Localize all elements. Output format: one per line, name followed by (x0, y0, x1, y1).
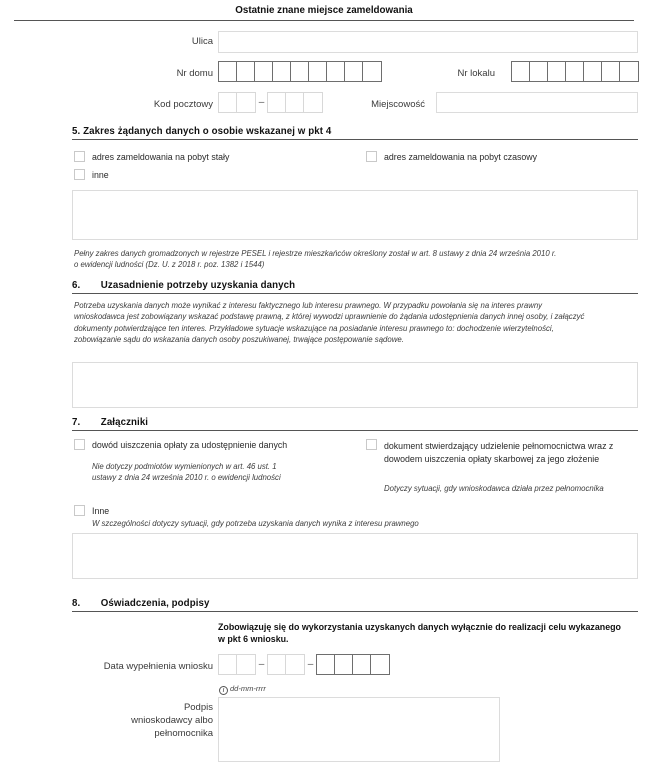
checkbox-row-payment-proof[interactable] (74, 439, 364, 451)
date-comb-group[interactable] (218, 654, 390, 675)
checkbox-row-other-attachment[interactable] (74, 505, 634, 517)
house-number-comb[interactable] (218, 61, 382, 82)
signature-field[interactable] (218, 697, 500, 762)
house-number-cell[interactable] (309, 62, 327, 81)
city-label: Miejscowość (371, 99, 425, 110)
checkbox-other-scope-label: inne (92, 170, 109, 180)
section-8-number: 8. (72, 598, 81, 609)
checkbox-temporary-address[interactable] (366, 151, 377, 162)
section-7-heading (72, 417, 638, 431)
house-number-cell[interactable] (219, 62, 237, 81)
section-6-heading (72, 280, 638, 294)
checkbox-temporary-address-label: adres zameldowania na pobyt czasowy (384, 152, 538, 162)
checkbox-permanent-address-label: adres zameldowania na pobyt stały (92, 152, 230, 162)
postal-code-cell[interactable] (237, 93, 255, 112)
section-5-heading (72, 126, 638, 140)
checkbox-other-scope[interactable] (74, 169, 85, 180)
section-8-title: Oświadczenia, podpisy (100, 598, 210, 609)
section-6-textarea[interactable] (72, 362, 638, 408)
date-year-comb[interactable] (316, 654, 390, 675)
title-divider (14, 20, 634, 21)
date-year-cell[interactable] (353, 655, 371, 674)
postal-code-cell[interactable] (219, 93, 237, 112)
date-format-hint-text: dd-mm-rrrr (230, 684, 266, 693)
section-6-description-line-3: dokumenty potwierdzające ten interes. Przykładowe sytuacje wskazujące na posiadanie interesu prawnego to: dochodzenie wierzytelności, (74, 323, 554, 333)
date-day-cell[interactable] (219, 655, 237, 674)
section-8-statement-line-1: Zobowiązuję się do wykorzystania uzyskanych danych wyłącznie do realizacji celu wykazanego (218, 622, 621, 632)
flat-number-cell[interactable] (602, 62, 620, 81)
checkbox-payment-proof-label: dowód uiszczenia opłaty za udostępnienie danych (92, 440, 288, 450)
house-number-cell[interactable] (237, 62, 255, 81)
checkbox-other-attachment[interactable] (74, 505, 85, 516)
city-input[interactable] (436, 92, 638, 113)
section-7-left-note-line-2: ustawy z dnia 24 września 2010 r. o ewidencji ludności (92, 473, 281, 483)
section-6-description (74, 300, 638, 345)
date-separator-1: – (258, 659, 265, 670)
section-5-textarea[interactable] (72, 190, 638, 240)
section-6-description-line-4: zobowiązanie sądu do wskazania danych osoby poszukiwanej, trwające postępowanie sądowe. (74, 334, 404, 344)
signature-label-line-1: Podpis (183, 702, 213, 713)
date-day-cell[interactable] (237, 655, 255, 674)
date-month-cell[interactable] (268, 655, 286, 674)
date-day-comb[interactable] (218, 654, 256, 675)
section-5-footnote (74, 248, 638, 271)
checkbox-permanent-address[interactable] (74, 151, 85, 162)
postal-code-comb-right[interactable] (267, 92, 323, 113)
flat-number-cell[interactable] (512, 62, 530, 81)
postal-code-cell[interactable] (286, 93, 304, 112)
house-number-cell[interactable] (255, 62, 273, 81)
checkbox-other-attachment-label: Inne (92, 506, 110, 516)
checkbox-power-of-attorney-label: dokument stwierdzający udzielenie pełnomocnictwa wraz z dowodem uiszczenia opłaty skarbowej za jego złożenie (384, 441, 614, 464)
section-7-textarea[interactable] (72, 533, 638, 579)
house-number-label: Nr domu (176, 68, 213, 79)
house-number-cell[interactable] (363, 62, 381, 81)
flat-number-cell[interactable] (584, 62, 602, 81)
signature-label-line-3: pełnomocnika (154, 727, 213, 739)
date-month-cell[interactable] (286, 655, 304, 674)
postal-code-label: Kod pocztowy (153, 99, 213, 110)
page-title: Ostatnie znane miejsce zameldowania (235, 5, 413, 16)
flat-number-label: Nr lokalu (457, 68, 495, 79)
house-number-cell[interactable] (327, 62, 345, 81)
section-6-title: Uzasadnienie potrzeby uzyskania danych (100, 280, 296, 291)
section-5-number: 5. (72, 126, 81, 137)
section-8-statement-line-2: w pkt 6 wniosku. (218, 634, 289, 645)
section-8-heading (72, 598, 638, 612)
section-7-right-note: Dotyczy sytuacji, gdy wnioskodawca działa przez pełnomocnika (384, 484, 604, 493)
checkbox-power-of-attorney[interactable] (366, 439, 377, 450)
flat-number-cell[interactable] (566, 62, 584, 81)
checkbox-row-power-of-attorney[interactable] (366, 439, 638, 466)
info-icon: i (219, 686, 228, 695)
section-7-title: Załączniki (100, 417, 149, 428)
date-format-hint (219, 678, 266, 696)
checkbox-payment-proof[interactable] (74, 439, 85, 450)
street-input[interactable] (218, 31, 638, 53)
section-7-other-note: W szczególności dotyczy sytuacji, gdy potrzeba uzyskania danych wynika z interesu prawnego (92, 519, 419, 528)
postal-code-group[interactable] (218, 92, 323, 113)
section-5-footnote-line-2: o ewidencji ludności (Dz. U. z 2018 r. poz. 1382 i 1544) (74, 260, 265, 270)
flat-number-cell[interactable] (548, 62, 566, 81)
date-year-cell[interactable] (371, 655, 389, 674)
date-year-cell[interactable] (317, 655, 335, 674)
date-separator-2: – (307, 659, 314, 670)
checkbox-row-permanent-address[interactable] (74, 151, 354, 163)
section-7-left-note-line-1: Nie dotyczy podmiotów wymienionych w art. 46 ust. 1 (92, 462, 277, 471)
house-number-cell[interactable] (345, 62, 363, 81)
section-6-description-line-1: Potrzeba uzyskania danych może wynikać z interesu faktycznego lub interesu prawnego. W przypadku powołania się na interes prawny (74, 301, 543, 310)
checkbox-row-other-scope[interactable] (74, 169, 354, 181)
section-5-footnote-line-1: Pełny zakres danych gromadzonych w rejestrze PESEL i rejestrze mieszkańców określony został w art. 8 ustawy z dnia 24 września 2010 r. (74, 249, 557, 258)
section-8-statement (218, 621, 640, 646)
house-number-cell[interactable] (273, 62, 291, 81)
street-label: Ulica (191, 36, 213, 47)
postal-code-comb-left[interactable] (218, 92, 256, 113)
postal-code-cell[interactable] (268, 93, 286, 112)
flat-number-comb[interactable] (511, 61, 639, 82)
section-7-number: 7. (72, 417, 81, 428)
flat-number-cell[interactable] (620, 62, 638, 81)
date-year-cell[interactable] (335, 655, 353, 674)
section-7-left-note (92, 461, 342, 484)
signature-label-line-2: wnioskodawcy albo (131, 714, 213, 726)
checkbox-row-temporary-address[interactable] (366, 151, 638, 163)
section-5-title: Zakres żądanych danych o osobie wskazanej w pkt 4 (83, 126, 332, 137)
section-6-description-line-2: wnioskodawca jest zobowiązany wskazać podstawę prawną, z której wywodzi uprawnienie do żądania udostępnienia danych innej osoby, i załączyć (74, 312, 585, 322)
date-month-comb[interactable] (267, 654, 305, 675)
house-number-cell[interactable] (291, 62, 309, 81)
signature-label (82, 702, 213, 740)
section-6-number: 6. (72, 280, 81, 291)
flat-number-cell[interactable] (530, 62, 548, 81)
postal-code-separator: – (258, 97, 265, 108)
date-label: Data wypełnienia wniosku (103, 661, 213, 672)
